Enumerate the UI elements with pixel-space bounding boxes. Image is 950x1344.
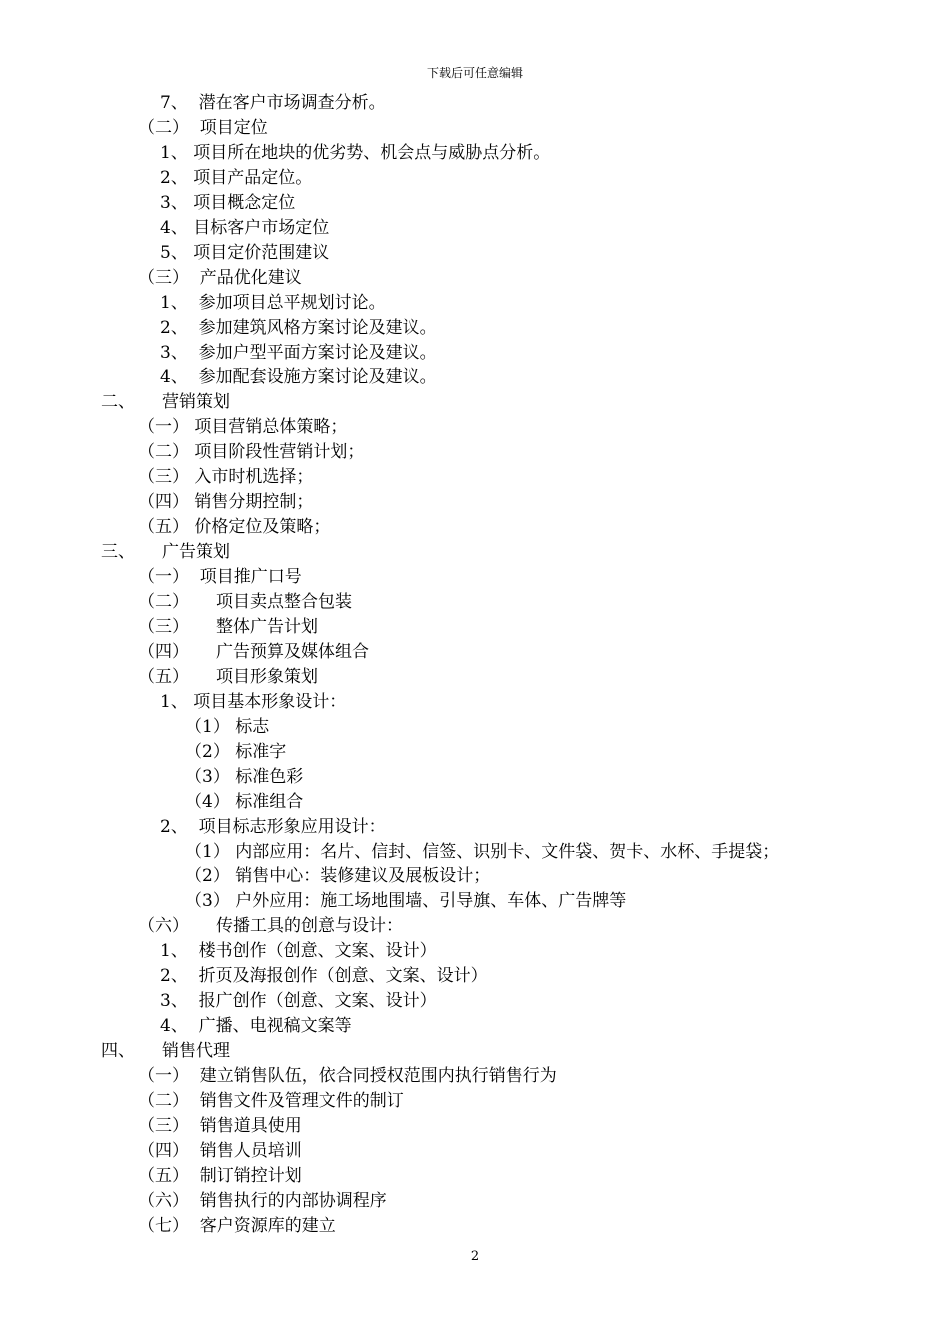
outline-line: 4、 广播、电视稿文案等 (160, 1016, 352, 1037)
outline-line: 2、 项目标志形象应用设计： (160, 816, 386, 837)
page-header: 下载后可任意编辑 (426, 66, 523, 80)
outline-line: 四、 销售代理 (101, 1041, 231, 1062)
outline-line: （3） 户外应用：施工场地围墙、引导旗、车体、广告牌等 (185, 891, 627, 912)
outline-line: （三） 产品优化建议 (138, 267, 302, 288)
outline-line: 5、 项目定价范围建议 (160, 242, 330, 263)
outline-line: （三） 入市时机选择； (138, 467, 314, 488)
outline-line: （三） 整体广告计划 (138, 616, 319, 637)
outline-line: 7、 潜在客户市场调查分析。 (160, 93, 386, 113)
outline-line: （2） 销售中心：装修建议及展板设计； (185, 866, 491, 887)
page-number: 2 (470, 1249, 480, 1264)
outline-line: （三） 销售道具使用 (138, 1115, 302, 1136)
outline-line: （一） 项目营销总体策略； (138, 417, 348, 438)
outline-line: 1、 参加项目总平规划讨论。 (160, 292, 386, 313)
outline-line: 4、 目标客户市场定位 (160, 217, 330, 238)
outline-line: 1、 楼书创作（创意、文案、设计） (160, 941, 437, 962)
outline-line: （二） 项目阶段性营销计划； (138, 442, 365, 463)
outline-line: （1） 标志 (185, 716, 270, 737)
outline-line: 3、 参加户型平面方案讨论及建议。 (160, 342, 437, 363)
outline-line: 1、 项目所在地块的优劣势、机会点与威胁点分析。 (160, 142, 551, 163)
outline-line: （3） 标准色彩 (185, 766, 304, 787)
outline-line: （七） 客户资源库的建立 (138, 1215, 336, 1236)
outline-line: 二、 营销策划 (101, 392, 231, 413)
outline-line: （四） 广告预算及媒体组合 (138, 641, 370, 662)
outline-line: （二） 项目卖点整合包装 (138, 592, 353, 612)
outline-line: 4、 参加配套设施方案讨论及建议。 (160, 367, 437, 388)
outline-line: （六） 销售执行的内部协调程序 (138, 1190, 387, 1211)
outline-line: （2） 标准字 (185, 741, 287, 762)
outline-line: 2、 项目产品定位。 (160, 167, 313, 188)
outline-line: （二） 项目定位 (138, 117, 268, 138)
outline-line: 2、 折页及海报创作（创意、文案、设计） (160, 966, 488, 987)
outline-line: （六） 传播工具的创意与设计： (138, 916, 404, 937)
outline-line: （五） 价格定位及策略； (138, 517, 331, 538)
outline-line: （五） 制订销控计划 (138, 1165, 302, 1186)
outline-line: 3、 报广创作（创意、文案、设计） (160, 991, 437, 1012)
outline-line: 三、 广告策划 (101, 542, 231, 563)
outline-line: 2、 参加建筑风格方案讨论及建议。 (160, 317, 437, 338)
outline-line: 3、 项目概念定位 (160, 192, 296, 213)
outline-line: 1、 项目基本形象设计： (160, 691, 347, 712)
outline-line: （4） 标准组合 (185, 791, 304, 812)
outline-line: （五） 项目形象策划 (138, 666, 319, 687)
outline-line: （1） 内部应用：名片、信封、信签、识别卡、文件袋、贺卡、水杯、手提袋； (185, 841, 780, 862)
outline-line: （一） 建立销售队伍，依合同授权范围内执行销售行为 (138, 1066, 557, 1087)
outline-line: （一） 项目推广口号 (138, 567, 302, 588)
outline-line: （四） 销售分期控制； (138, 492, 314, 513)
outline-line: （二） 销售文件及管理文件的制订 (138, 1091, 404, 1111)
outline-line: （四） 销售人员培训 (138, 1140, 302, 1161)
